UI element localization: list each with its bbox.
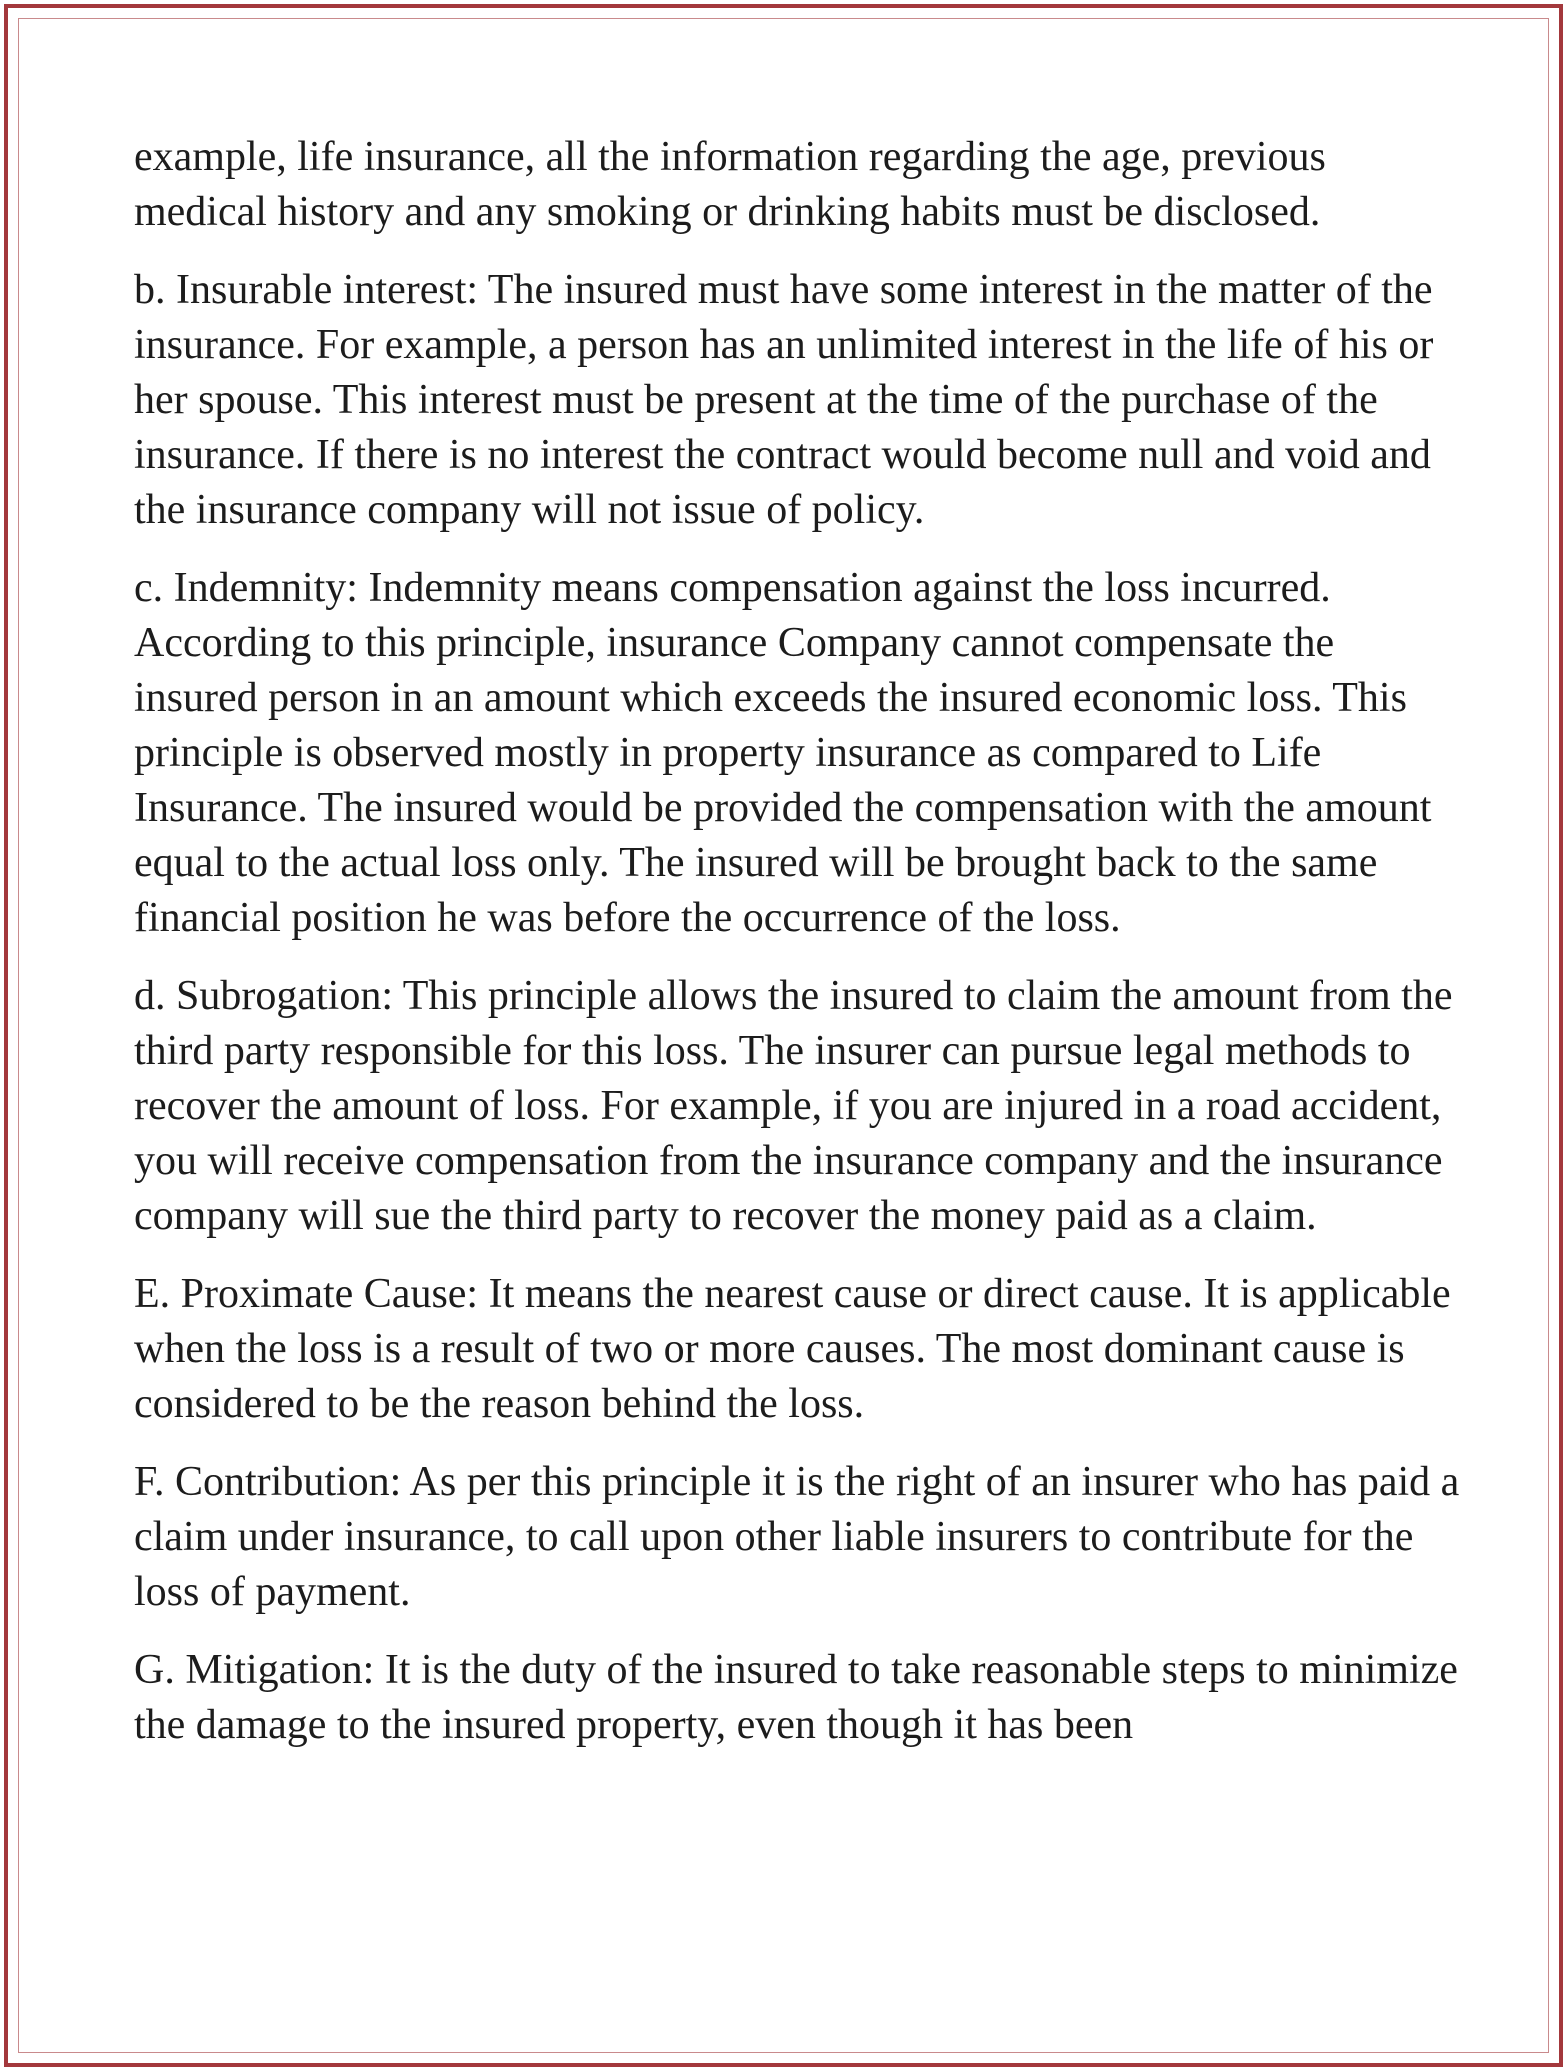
paragraph-contribution: F. Contribution: As per this principle it is the right of an insurer who has paid a claim under insurance, to call upon other liable insurers to contribute for the loss of payment. xyxy=(134,1459,1460,1615)
paragraph-proximate-cause: E. Proximate Cause: It means the nearest cause or direct cause. It is applicable when the loss is a result of two or more causes. The most dominant cause is considered to be the reason behind the loss. xyxy=(134,1271,1451,1427)
paragraph-disclosure-continuation: example, life insurance, all the information regarding the age, previous medical history and any smoking or drinking habits must be disclosed. xyxy=(134,134,1326,235)
paragraph-insurable-interest: b. Insurable interest: The insured must have some interest in the matter of the insurance. For example, a person has an unlimited interest in the life of his or her spouse. This interest must be present at the time of the purchase of the insurance. If there is no interest the contract would become null and void and the insurance company will not issue of policy. xyxy=(134,267,1434,533)
paragraph-indemnity: c. Indemnity: Indemnity means compensation against the loss incurred. According to this principle, insurance Company cannot compensate the insured person in an amount which exceeds the insured economic loss. This principle is observed mostly in property insurance as compared to Life Insurance. The insured would be provided the compensation with the amount equal to the actual loss only. The insured will be brought back to the same financial position he was before the occurrence of the loss. xyxy=(134,565,1432,941)
paragraph-mitigation: G. Mitigation: It is the duty of the insured to take reasonable steps to minimize the damage to the insured property, even though it has been xyxy=(134,1647,1458,1748)
document-body xyxy=(134,130,1464,1776)
paragraph-subrogation: d. Subrogation: This principle allows the insured to claim the amount from the third party responsible for this loss. The insurer can pursue legal methods to recover the amount of loss. For example, if you are injured in a road accident, you will receive compensation from the insurance company and the insurance company will sue the third party to recover the money paid as a claim. xyxy=(134,973,1453,1239)
